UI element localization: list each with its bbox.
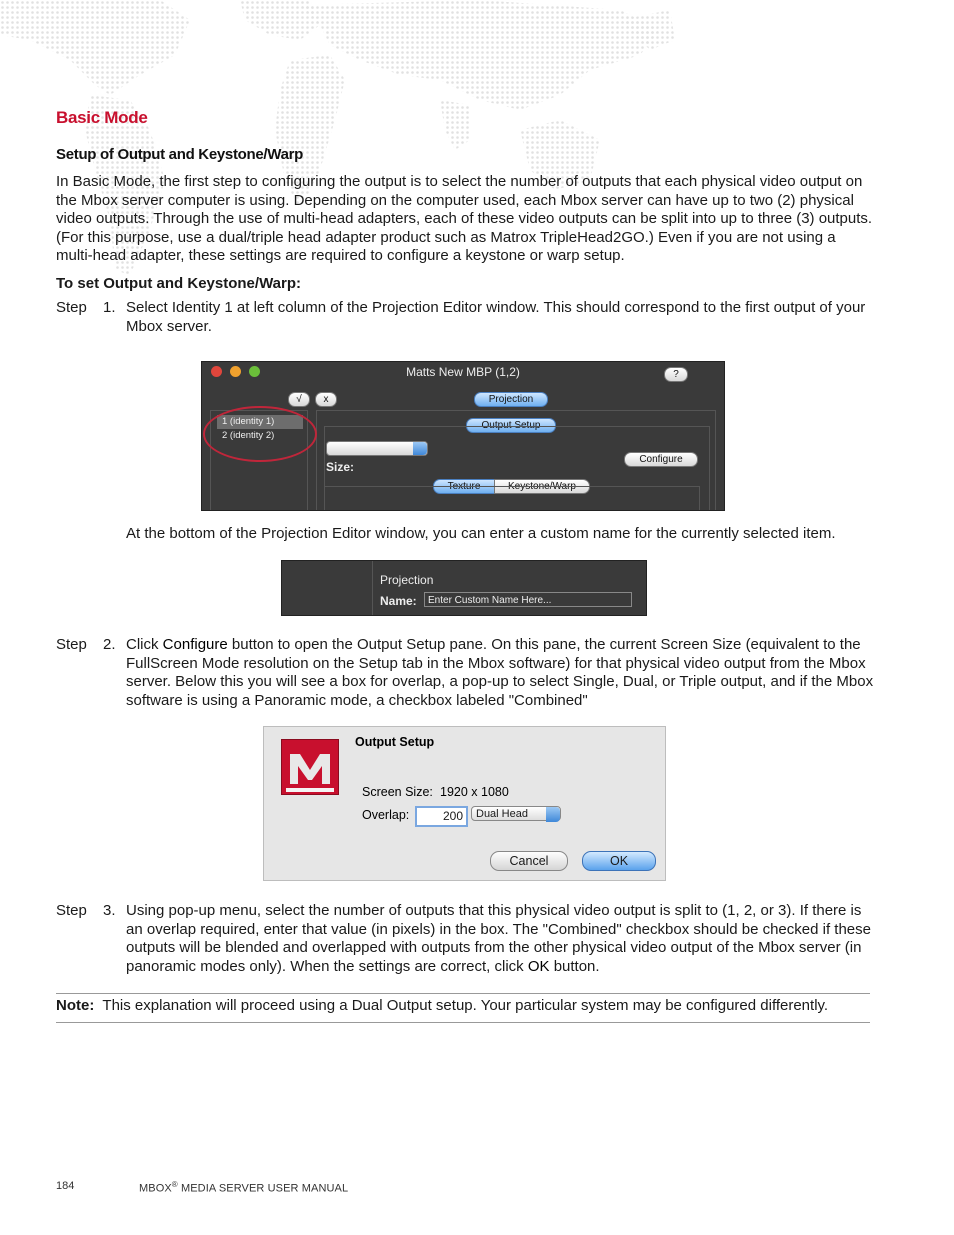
procedure-title: To set Output and Keystone/Warp: bbox=[56, 275, 302, 292]
step-label: Step bbox=[56, 636, 87, 653]
output-setup-screenshot bbox=[263, 726, 666, 881]
output-mode-value: Dual Head bbox=[476, 808, 528, 820]
note bbox=[56, 997, 874, 1016]
overlap-label: Overlap: bbox=[362, 808, 410, 822]
step-text-post: button. bbox=[549, 957, 600, 975]
popup-arrows-icon bbox=[546, 807, 560, 822]
identity-item[interactable]: 1 (identity 1) bbox=[217, 415, 303, 429]
note-bottom-rule bbox=[56, 1022, 870, 1023]
remove-button[interactable]: x bbox=[315, 392, 337, 407]
accept-button[interactable]: √ bbox=[288, 392, 310, 407]
intro-paragraph: In Basic Mode, the first step to configuring the output is to select the number of outputs that each physical video output on the Mbox server computer is using. Depending on the computer used, each Mbox server can have up to two (2) physical video outputs. Through the use of multi-head adapters, each of these video outputs can be split into up to three (3) outputs. (For this purpose, use a dual/triple head adapter product such as Matrox TripleHead2GO.) Even if you are not using a multi-head adapter, these settings are required to configure a keystone or warp setup. bbox=[56, 173, 873, 265]
output-setup-tab[interactable]: Output Setup bbox=[466, 418, 556, 433]
cancel-button[interactable]: Cancel bbox=[490, 851, 568, 871]
manual-title-rest: MEDIA SERVER USER MANUAL bbox=[177, 1182, 349, 1195]
name-label: Name: bbox=[380, 594, 417, 608]
step-text-pre: Using pop-up menu, select the number of outputs that this physical video output is split to (1, 2, or 3). If there is an overlap required, enter that value (in pixels) in the box. The "Combined" checkbox should be checked if these outputs will be blended and overlapped with outputs from the other physical video output of the Mbox server (in panoramic modes only). When the settings are correct, click bbox=[126, 902, 871, 975]
keystone-warp-tab[interactable]: Keystone/Warp bbox=[494, 479, 590, 494]
texture-panel bbox=[324, 486, 700, 511]
ok-button[interactable]: OK bbox=[582, 851, 656, 871]
mbox-logo-icon bbox=[281, 739, 339, 795]
step-label: Step bbox=[56, 299, 87, 316]
custom-name-input[interactable]: Enter Custom Name Here... bbox=[424, 592, 632, 607]
note-label: Note: bbox=[56, 997, 95, 1014]
screen-size-label: Screen Size: bbox=[362, 785, 433, 799]
output-mode-select[interactable] bbox=[471, 806, 561, 821]
note-text: This explanation will proceed using a Dual Output setup. Your particular system may be configured differently. bbox=[102, 997, 829, 1014]
window-title: Matts New MBP (1,2) bbox=[406, 365, 520, 379]
texture-tab[interactable]: Texture bbox=[433, 479, 495, 494]
step-2 bbox=[56, 636, 874, 710]
overlap-input[interactable]: 200 bbox=[415, 806, 468, 827]
step-text: Select Identity 1 at left column of the Projection Editor window. This should correspond to the first output of your Mbox server. bbox=[126, 299, 866, 335]
highlight-ring bbox=[203, 406, 317, 462]
caption: At the bottom of the Projection Editor window, you can enter a custom name for the currently selected item. bbox=[126, 525, 836, 542]
projection-tab[interactable]: Projection bbox=[474, 392, 548, 407]
help-button[interactable]: ? bbox=[664, 367, 688, 382]
divider bbox=[372, 561, 373, 615]
custom-name-screenshot bbox=[281, 560, 647, 616]
step-text bbox=[126, 902, 874, 976]
manual-title-brand: MBOX bbox=[139, 1182, 172, 1195]
step-number: 3. bbox=[103, 902, 116, 919]
step-text-pre: Click bbox=[126, 636, 163, 653]
step-3 bbox=[56, 902, 874, 976]
size-label: Size: bbox=[326, 460, 355, 474]
ok-keyword: OK bbox=[527, 957, 550, 975]
step-text bbox=[126, 636, 874, 710]
page-number: 184 bbox=[56, 1180, 75, 1192]
subsection-heading: Setup of Output and Keystone/Warp bbox=[56, 146, 304, 163]
output-popup[interactable] bbox=[326, 441, 428, 456]
note-top-rule bbox=[56, 993, 870, 994]
identity-item[interactable]: 2 (identity 2) bbox=[222, 430, 275, 441]
step-number: 2. bbox=[103, 636, 116, 653]
configure-button[interactable]: Configure bbox=[624, 452, 698, 467]
step-label: Step bbox=[56, 902, 87, 919]
step-number: 1. bbox=[103, 299, 116, 316]
projection-section-label: Projection bbox=[380, 573, 434, 587]
popup-arrows-icon bbox=[413, 442, 427, 455]
registered-mark: ® bbox=[171, 1180, 178, 1189]
screen-size-value: 1920 x 1080 bbox=[440, 785, 509, 799]
dialog-title: Output Setup bbox=[355, 735, 435, 749]
step-1 bbox=[56, 299, 874, 336]
step-text-post: button to open the Output Setup pane. On this pane, the current Screen Size (equivalent to the FullScreen Mode resolution on the Setup tab in the Mbox software) for that physical video output from the Mbox server. Below this you will see a box for overlap, a pop-up to select Single, Dual, or Triple output, and if the Mbox software is using a Panoramic mode, a checkbox labeled "Combined" bbox=[126, 636, 874, 709]
configure-keyword: Configure bbox=[162, 636, 228, 653]
section-heading: Basic Mode bbox=[56, 108, 148, 127]
manual-title bbox=[139, 1180, 348, 1195]
